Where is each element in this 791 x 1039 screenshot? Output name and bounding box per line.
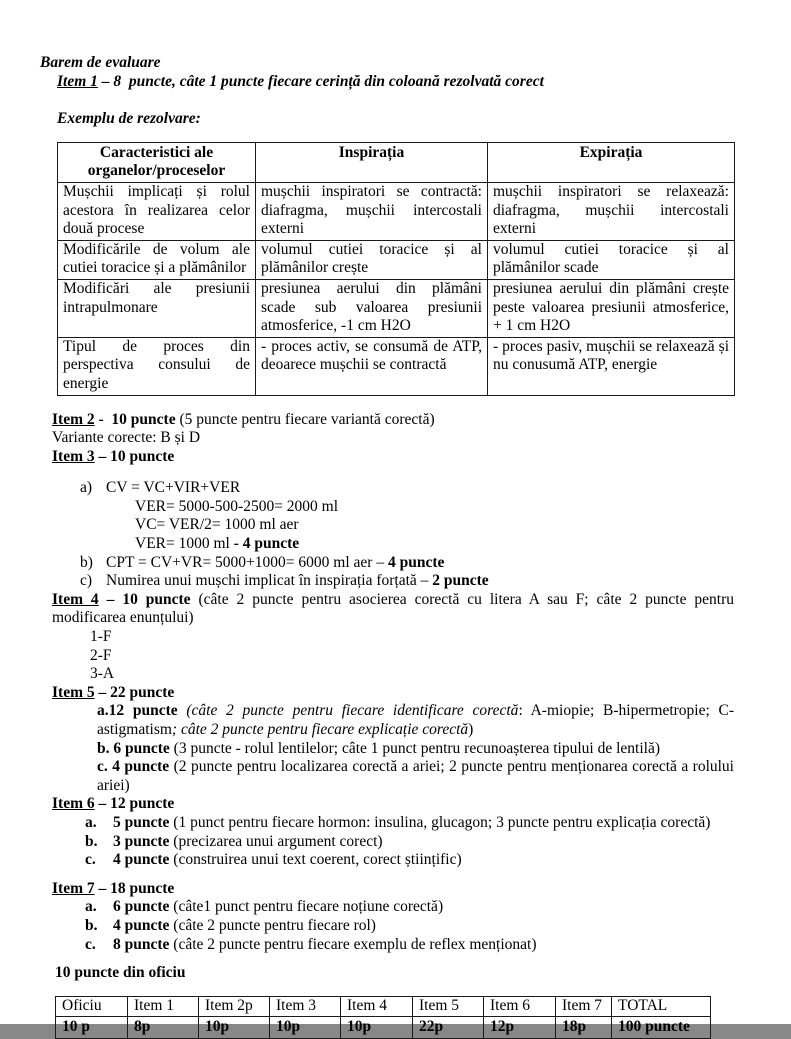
item7-sub-b: b. 4 puncte (câte 2 puncte pentru fiecare rol) (85, 916, 376, 934)
item2-label: Item 2 (52, 410, 95, 428)
score-header-cell: Oficiu (56, 996, 128, 1016)
formula-line: VER= 5000-500-2500= 2000 ml (135, 497, 339, 515)
rubric-cell: Modificările de volum ale cutiei toracice și a plămânilor (58, 240, 256, 279)
item4-label: Item 4 (52, 590, 99, 608)
item5-sub-a: a.12 puncte (câte 2 puncte pentru fiecare identificare corectă: A-miopie; B-hipermetropie; C-astigmatism; câte 2 puncte pentru fiecare explicație corectă) (97, 702, 735, 738)
rubric-cell: Modificări ale presiunii intrapulmonare (58, 279, 256, 337)
rubric-cell: Tipul de proces din perspectiva consului de energie (58, 337, 256, 395)
item3-label: Item 3 (52, 447, 95, 465)
item5-details (97, 702, 734, 795)
item4-answer: 1-F (90, 628, 112, 646)
rubric-header-cell: Inspirația (256, 142, 488, 182)
item3-solution-b: b) CPT = CV+VR= 5000+1000= 6000 ml aer – 4 puncte (80, 553, 445, 571)
oficiu-note: 10 puncte din oficiu (55, 964, 186, 982)
rubric-row (58, 182, 735, 240)
item3-solution-c: c) Numirea unui mușchi implicat în inspirația forțată – 2 puncte (80, 572, 489, 590)
score-value-cell: 22p (413, 1016, 484, 1038)
item4-answer: 2-F (90, 646, 112, 664)
score-header-row (56, 996, 711, 1016)
score-value-cell: 10p (341, 1016, 413, 1038)
item3-heading: Item 3 – 10 puncte (52, 447, 175, 465)
rubric-header-cell: Expirația (488, 142, 735, 182)
score-header-cell: Item 2p (199, 996, 270, 1016)
item1-label: Item 1 (57, 72, 98, 90)
item3-solution-a: a) CV = VC+VIR+VER (80, 479, 241, 497)
rubric-header-row (58, 142, 735, 182)
score-value-cell: 100 puncte (612, 1016, 711, 1038)
item7-label: Item 7 (52, 879, 95, 897)
example-heading: Exemplu de rezolvare: (57, 110, 201, 128)
item5-heading: Item 5 – 22 puncte (52, 683, 175, 701)
rubric-cell: - proces activ, se consumă de ATP, deoarece mușchii se contractă (256, 337, 488, 395)
item1-heading (57, 73, 734, 92)
item2-variants: Variante corecte: B și D (52, 429, 201, 447)
rubric-cell: mușchii inspiratori se relaxează: diafragma, mușchii intercostali externi (488, 182, 735, 240)
item7-sub-a: a. 6 puncte (câte1 punct pentru fiecare noțiune corectă) (85, 898, 444, 916)
item3-solution (40, 479, 734, 591)
rubric-row (58, 279, 735, 337)
score-header-cell: Item 3 (270, 996, 341, 1016)
item5-sub-c: c. 4 puncte (2 puncte pentru localizarea corectă a ariei; 2 puncte pentru menționarea corectă a rolului ariei) (97, 758, 734, 794)
formula-line: VC= VER/2= 1000 ml aer (135, 516, 299, 534)
score-header-cell: Item 7 (556, 996, 612, 1016)
rubric-row (58, 240, 735, 279)
item6-sub-a: a. 5 puncte (1 punct pentru fiecare hormon: insulina, glucagon; 3 puncte pentru explicația corectă) (85, 813, 711, 831)
score-header-cell: Item 1 (128, 996, 199, 1016)
score-value-cell: 10 p (56, 1016, 128, 1038)
item2-heading: Item 2 - 10 puncte (5 puncte pentru fiecare variantă corectă) (52, 410, 435, 428)
item6-heading: Item 6 – 12 puncte (52, 795, 175, 813)
rubric-cell: volumul cutiei toracice și al plămânilor scade (488, 240, 735, 279)
score-value-cell: 10p (270, 1016, 341, 1038)
rubric-cell: Mușchii implicați și rolul acestora în realizarea celor două procese (58, 182, 256, 240)
rubric-row (58, 337, 735, 395)
item5-sub-b: b. 6 puncte (3 puncte - rolul lentilelor; câte 1 punct pentru recunoașterea tipului de lentilă) (97, 739, 660, 757)
item7-sub-c: c. 8 puncte (câte 2 puncte pentru fiecare exemplu de reflex menționat) (85, 935, 537, 953)
score-value-cell: 18p (556, 1016, 612, 1038)
rubric-cell: mușchii inspiratori se contractă: diafragma, mușchii intercostali externi (256, 182, 488, 240)
item6-label: Item 6 (52, 795, 95, 813)
score-header-cell: TOTAL (612, 996, 711, 1016)
score-header-cell: Item 5 (413, 996, 484, 1016)
score-value-cell: 8p (128, 1016, 199, 1038)
rubric-header-cell: Caracteristici ale organelor/proceselor (58, 142, 256, 182)
item1-text: – 8 puncte, câte 1 puncte fiecare cerință din coloană rezolvată corect (97, 72, 544, 90)
score-value-row (56, 1016, 711, 1038)
item6-sub-b: b. 3 puncte (precizarea unui argument corect) (85, 832, 383, 850)
rubric-cell: - proces pasiv, mușchii se relaxează și nu conusumă ATP, energie (488, 337, 735, 395)
item7-heading: Item 7 – 18 puncte (52, 879, 175, 897)
item4-heading: Item 4 – 10 puncte (câte 2 puncte pentru asocierea corectă cu litera A sau F; câte 2 puncte pentru modificarea enunțului) (52, 590, 734, 627)
rubric-cell: presiunea aerului din plămâni crește peste valoarea presiunii atmosferice, + 1 cm H2O (488, 279, 735, 337)
formula-line: VER= 1000 ml - 4 puncte (135, 535, 300, 553)
item6-sub-c: c. 4 puncte (construirea unui text coerent, corect științific) (85, 851, 462, 869)
rubric-table (57, 142, 735, 396)
item4-answer: 3-A (90, 665, 115, 683)
score-header-cell: Item 4 (341, 996, 413, 1016)
score-value-cell: 10p (199, 1016, 270, 1038)
score-table (55, 996, 711, 1039)
score-value-cell: 12p (484, 1016, 556, 1038)
document-title: Barem de evaluare (40, 54, 161, 71)
rubric-cell: presiunea aerului din plămâni scade sub valoarea presiunii atmosferice, -1 cm H2O (256, 279, 488, 337)
rubric-cell: volumul cutiei toracice și al plămânilor crește (256, 240, 488, 279)
item5-label: Item 5 (52, 683, 95, 701)
score-header-cell: Item 6 (484, 996, 556, 1016)
